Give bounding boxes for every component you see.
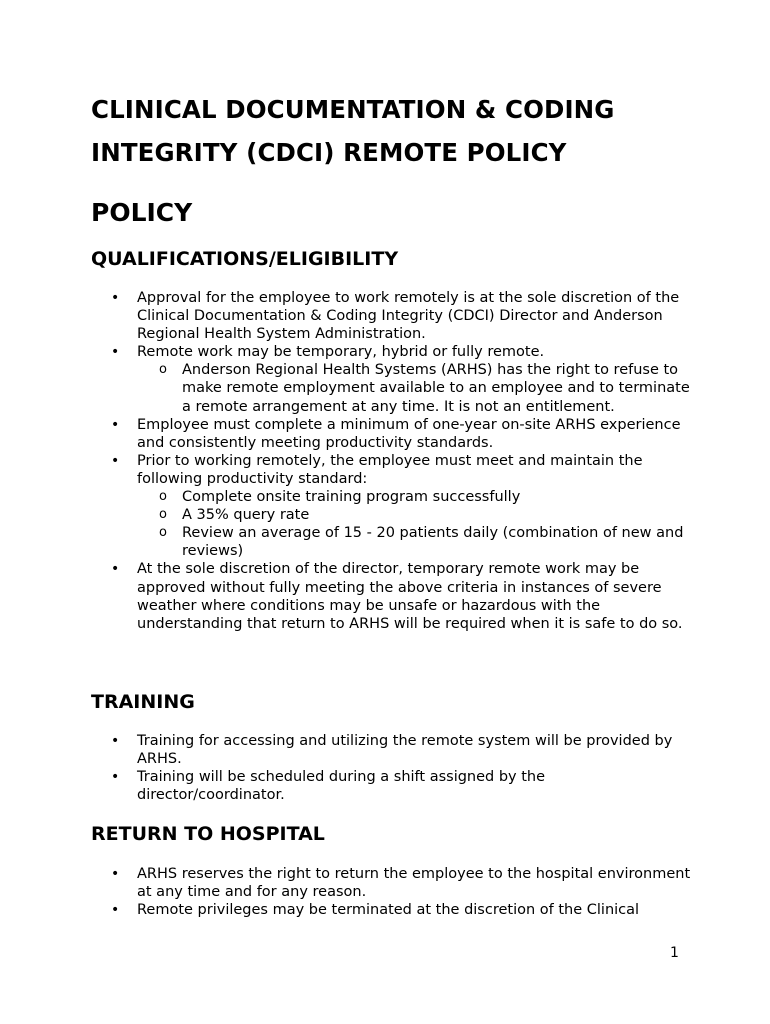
bullet-icon: • <box>111 733 120 749</box>
bullet-icon: • <box>111 769 120 786</box>
list-item <box>91 768 691 804</box>
circle-bullet-icon: o <box>159 362 167 378</box>
list-item <box>91 732 691 768</box>
sub-list <box>137 361 691 415</box>
return-to-hospital-list <box>91 865 691 919</box>
page-number: 1 <box>670 945 679 961</box>
sub-list-item-text: Complete onsite training program successfully <box>182 489 521 506</box>
list-item-text: Remote work may be temporary, hybrid or fully remote. <box>137 344 545 361</box>
bullet-icon: • <box>111 344 120 361</box>
sub-list-item <box>137 361 691 415</box>
qualifications-heading: QUALIFICATIONS/ELIGIBILITY <box>91 248 399 270</box>
document-title <box>91 88 691 174</box>
title-line-1: CLINICAL DOCUMENTATION & CODING <box>91 95 615 124</box>
bullet-icon: • <box>111 290 120 306</box>
sub-list-item-text: Review an average of 15 - 20 patients daily (combination of new and reviews) <box>182 525 684 560</box>
list-item <box>91 452 691 561</box>
circle-bullet-icon: o <box>159 525 167 541</box>
circle-bullet-icon: o <box>159 489 167 505</box>
bullet-icon: • <box>111 452 120 469</box>
list-item <box>91 416 691 452</box>
training-list <box>91 732 691 804</box>
list-item-text: Employee must complete a minimum of one-year on-site ARHS experience and consistently meeting productivity standards. <box>137 416 681 451</box>
list-item-text: Prior to working remotely, the employee must meet and maintain the following productivity standard: <box>137 452 643 487</box>
sub-list-item-text: A 35% query rate <box>182 507 310 524</box>
policy-heading: POLICY <box>91 198 193 227</box>
training-heading: TRAINING <box>91 691 195 713</box>
title-line-2: INTEGRITY (CDCI) REMOTE POLICY <box>91 138 567 167</box>
bullet-icon: • <box>111 866 120 882</box>
list-item-text: Training will be scheduled during a shift assigned by the director/coordinator. <box>137 769 546 804</box>
circle-bullet-icon: o <box>159 507 167 523</box>
list-item-text: Training for accessing and utilizing the remote system will be provided by ARHS. <box>137 733 673 768</box>
sub-list <box>137 488 691 560</box>
list-item <box>91 560 691 632</box>
list-item <box>91 289 691 343</box>
list-item <box>91 901 691 919</box>
list-item-text: Remote privileges may be terminated at the discretion of the Clinical <box>137 902 640 919</box>
qualifications-list <box>91 289 691 633</box>
list-item <box>91 865 691 901</box>
sub-list-item <box>137 506 691 524</box>
list-item <box>91 343 691 415</box>
list-item-text: Approval for the employee to work remotely is at the sole discretion of the Clinical Documentation & Coding Integrity (CDCI) Director and Anderson Regional Health System Administration. <box>137 290 680 343</box>
bullet-icon: • <box>111 902 120 919</box>
sub-list-item <box>137 488 691 506</box>
bullet-icon: • <box>111 416 120 433</box>
list-item-text: ARHS reserves the right to return the employee to the hospital environment at any time and for any reason. <box>137 866 691 901</box>
list-item-text: At the sole discretion of the director, temporary remote work may be approved without fully meeting the above criteria in instances of severe weather where conditions may be unsafe or hazardous with the understanding that return to ARHS will be required when it is safe to do so. <box>137 561 683 632</box>
return-to-hospital-heading: RETURN TO HOSPITAL <box>91 823 325 845</box>
sub-list-item <box>137 524 691 560</box>
bullet-icon: • <box>111 561 120 578</box>
sub-list-item-text: Anderson Regional Health Systems (ARHS) has the right to refuse to make remote employment available to an employee and to terminate a remote arrangement at any time. It is not an entitlement. <box>182 362 690 415</box>
